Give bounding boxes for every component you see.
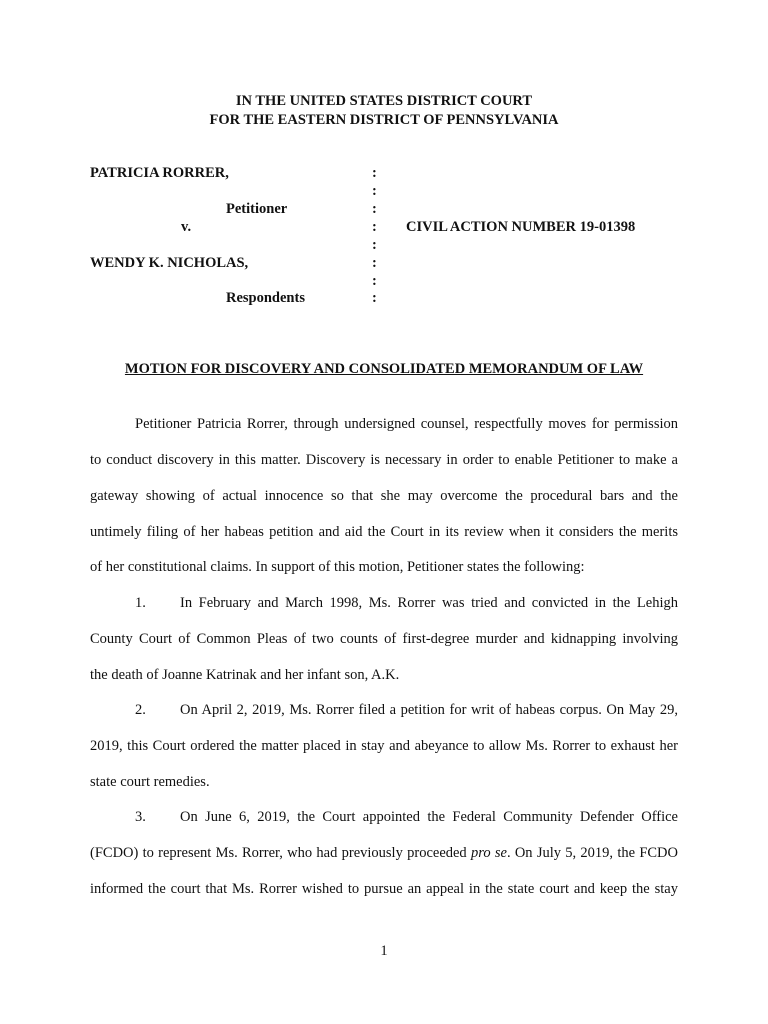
motion-title-text: MOTION FOR DISCOVERY AND CONSOLIDATED MEMORANDUM OF LAW <box>124 361 644 377</box>
respondent-name: WENDY K. NICHOLAS, <box>90 255 249 271</box>
paragraph-1-line-2: County Court of Common Pleas of two counts of first-degree murder and kidnapping involving <box>90 631 678 647</box>
paragraph-2-text: On April 2, 2019, Ms. Rorrer filed a petition for writ of habeas corpus. On May 29, <box>180 702 678 718</box>
paragraph-3-line-2-start: (FCDO) to represent Ms. Rorrer, who had previously proceeded <box>90 845 471 861</box>
civil-action-number: CIVIL ACTION NUMBER 19-01398 <box>406 219 636 235</box>
respondent-role: Respondents <box>226 290 305 306</box>
intro-line-2: to conduct discovery in this matter. Discovery is necessary in order to enable Petitioner to make a <box>90 452 678 468</box>
caption-colon: : <box>372 273 377 289</box>
paragraph-2-line-1 <box>135 701 678 719</box>
caption-colon: : <box>372 183 377 199</box>
intro-line-4: untimely filing of her habeas petition and aid the Court in its review when it considers the merits <box>90 524 678 540</box>
petitioner-name: PATRICIA RORRER, <box>90 165 229 181</box>
motion-title <box>0 361 768 378</box>
paragraph-1-number: 1. <box>135 595 146 611</box>
court-heading-line-2: FOR THE EASTERN DISTRICT OF PENNSYLVANIA <box>209 112 559 128</box>
caption-colon: : <box>372 255 377 271</box>
caption-colon: : <box>372 290 377 306</box>
caption-colon: : <box>372 219 377 235</box>
paragraph-3-number: 3. <box>135 809 146 825</box>
paragraph-3-line-3: informed the court that Ms. Rorrer wished to pursue an appeal in the state court and keep the stay <box>90 881 678 897</box>
paragraph-3-line-2 <box>90 844 678 862</box>
paragraph-1-line-3: the death of Joanne Katrinak and her infant son, A.K. <box>90 667 400 683</box>
intro-line-3: gateway showing of actual innocence so that she may overcome the procedural bars and the <box>90 488 678 504</box>
petitioner-role: Petitioner <box>226 201 288 217</box>
paragraph-2-line-3: state court remedies. <box>90 774 210 790</box>
caption-colon: : <box>372 237 377 253</box>
paragraph-1-text: In February and March 1998, Ms. Rorrer was tried and convicted in the Lehigh <box>180 595 678 611</box>
paragraph-2-line-2: 2019, this Court ordered the matter placed in stay and abeyance to allow Ms. Rorrer to exhaust her <box>90 738 678 754</box>
intro-line-1: Petitioner Patricia Rorrer, through undersigned counsel, respectfully moves for permission <box>135 416 678 432</box>
caption-colon: : <box>372 201 377 217</box>
caption-colon: : <box>372 165 377 181</box>
paragraph-1-line-1 <box>135 594 678 612</box>
paragraph-3-line-2-end: . On July 5, 2019, the FCDO <box>506 845 678 861</box>
versus-label: v. <box>181 219 192 235</box>
paragraph-3-line-1 <box>135 808 678 826</box>
paragraph-2-number: 2. <box>135 702 146 718</box>
court-heading-line-1: IN THE UNITED STATES DISTRICT COURT <box>235 93 533 109</box>
paragraph-3-text: On June 6, 2019, the Court appointed the Federal Community Defender Office <box>180 809 678 825</box>
intro-line-5: of her constitutional claims. In support of this motion, Petitioner states the following: <box>90 559 585 575</box>
page-number: 1 <box>380 943 388 959</box>
pro-se-italic: pro se <box>470 845 507 861</box>
